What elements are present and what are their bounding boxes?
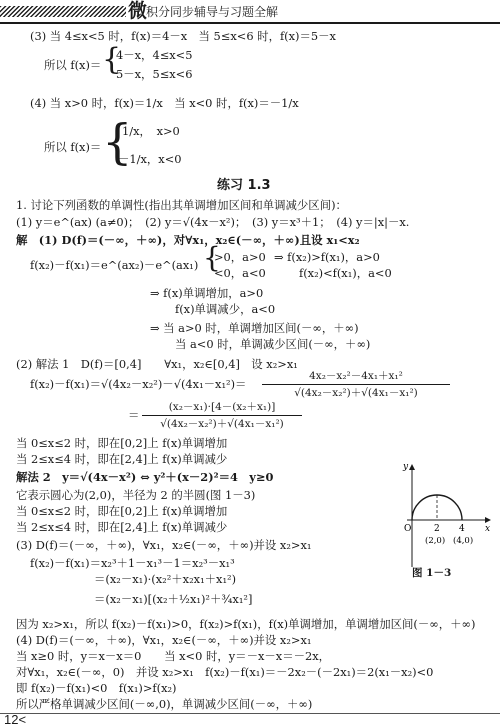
case-line: －1/x，x<0 xyxy=(118,152,182,166)
fraction-numerator: 4x₂－x₂²－4x₁＋x₁² xyxy=(309,370,403,382)
equation-line: f(x₂)－f(x₁)＝√(4x₂－x₂²)－√(4x₁－x₁²)＝ xyxy=(30,377,247,391)
left-brace-icon: { xyxy=(102,42,122,77)
tick-label: 2 xyxy=(434,524,440,534)
text-line: 因为 x₂>x₁，所以 f(x₂)－f(x₁)>0，f(x₂)>f(x₁)，f(x)单调增加，单调增加区间(－∞，＋∞) xyxy=(16,617,476,631)
text-line: 它表示圆心为(2,0)，半径为 2 的半圆(图 1－3) xyxy=(16,488,256,502)
solution-line: 解法 2 y＝√(4x－x²) ⇔ y²＋(x－2)²＝4 y≥0 xyxy=(16,470,274,484)
left-brace-icon: { xyxy=(102,114,133,170)
case-line: <0，a<0 xyxy=(214,266,266,280)
page-number: 12 xyxy=(4,712,19,727)
equation-line: f(x₂)－f(x₁)＝x₂³＋1－x₁³－1＝x₂³－x₁³ xyxy=(30,556,235,570)
text-line: (4) D(f)＝(－∞，＋∞)，∀x₁，x₂∈(－∞，＋∞)并设 x₂>x₁ xyxy=(16,633,312,647)
case-line: f(x₂)<f(x₁)，a<0 xyxy=(299,266,392,280)
equation-line: ＝(x₂－x₁)·(x₂²＋x₂x₁＋x₁²) xyxy=(94,572,237,586)
y-axis-label: y xyxy=(403,462,409,472)
header-rule xyxy=(0,22,500,24)
page-footer xyxy=(4,712,26,727)
text-line: (4) 当 x>0 时，f(x)＝1/x 当 x<0 时，f(x)＝－1/x xyxy=(30,96,299,110)
semicircle-figure xyxy=(395,455,495,573)
case-line: 1/x， x>0 xyxy=(122,124,180,138)
origin-label: O xyxy=(404,524,412,534)
text-line: (3) D(f)＝(－∞，＋∞)，∀x₁，x₂∈(－∞，＋∞)并设 x₂>x₁ xyxy=(16,538,312,552)
text-line: 当 0≤x≤2 时，即在[0,2]上 f(x)单调增加 xyxy=(16,436,228,450)
equals-sign: ＝ xyxy=(128,408,140,422)
page-header xyxy=(0,0,500,28)
book-title: 积分同步辅导与习题全解 xyxy=(146,5,279,19)
case-line: 当 a<0 时，单调减少区间(－∞，＋∞) xyxy=(175,337,371,351)
problem-statement: 1. 讨论下列函数的单调性(指出其单调增加区间和单调减少区间)： xyxy=(16,198,347,212)
section-title: 练习 1.3 xyxy=(217,178,271,193)
point-label: (2,0) xyxy=(425,536,446,546)
case-line: 5－x，5≤x<6 xyxy=(116,67,193,81)
case-line: ⇒ f(x₂)>f(x₁)，a>0 xyxy=(274,250,380,264)
text-line: 当 x≥0 时，y＝x－x＝0 当 x<0 时，y＝－x－x＝－2x， xyxy=(16,649,331,663)
text-line: 当 0≤x≤2 时，即在[0,2]上 f(x)单调增加 xyxy=(16,504,228,518)
footer-rule xyxy=(0,713,500,714)
text-line: 即 f(x₂)－f(x₁)<0 f(x₁)>f(x₂) xyxy=(16,681,177,695)
text-line: 对∀x₁，x₂∈(－∞，0) 并设 x₂>x₁ f(x₂)－f(x₁)＝－2x₂－(－2x₁)＝2(x₁－x₂)<0 xyxy=(16,665,434,679)
text-line: 当 2≤x≤4 时，即在[2,4]上 f(x)单调减少 xyxy=(16,452,228,466)
fraction-bar xyxy=(262,384,450,385)
fraction-denominator: √(4x₂－x₂²)＋√(4x₁－x₁²) xyxy=(294,387,418,399)
hatch-pattern-icon xyxy=(0,6,126,17)
case-line: f(x)单调减少，a<0 xyxy=(175,302,276,316)
fraction-numerator: (x₂－x₁)·[4－(x₂＋x₁)] xyxy=(168,401,276,413)
case-line: >0，a>0 xyxy=(214,250,266,264)
case-line: 4－x，4≤x<5 xyxy=(116,48,193,62)
solution-line: (2) 解法 1 D(f)＝[0,4] ∀x₁，x₂∈[0,4] 设 x₂>x₁ xyxy=(16,357,298,371)
text-line: (3) 当 4≤x<5 时，f(x)＝4－x 当 5≤x<6 时，f(x)＝5－x xyxy=(30,29,336,43)
left-brace-icon: { xyxy=(203,241,221,274)
text-line: 所以 f(x)＝ xyxy=(44,140,102,154)
x-axis-label: x xyxy=(485,524,491,534)
tick-label: 4 xyxy=(459,524,465,534)
solution-line: 解 (1) D(f)＝(－∞，＋∞)，对∀x₁，x₂∈(－∞，＋∞)且设 x₁<x₂ xyxy=(16,233,360,247)
problem-parts: (1) y＝e^(ax) (a≠0)； (2) y＝√(4x－x²)； (3) y＝x³＋1； (4) y＝|x|－x. xyxy=(16,215,410,229)
book-title-initial: 微 xyxy=(128,0,148,22)
case-line: ⇒ 当 a>0 时，单调增加区间(－∞，＋∞) xyxy=(150,321,359,335)
figure-caption: 图 1－3 xyxy=(412,567,452,579)
equation-line: ＝(x₂－x₁)[(x₂＋½x₁)²＋¾x₁²] xyxy=(94,592,253,606)
text-line: 所以 f(x)＝ xyxy=(44,58,102,72)
text-line: 当 2≤x≤4 时，即在[2,4]上 f(x)单调减少 xyxy=(16,520,228,534)
fraction-bar xyxy=(142,415,302,416)
fraction-denominator: √(4x₂－x₂²)＋√(4x₁－x₁²) xyxy=(160,418,284,430)
case-line: ⇒ f(x)单调增加，a>0 xyxy=(150,286,264,300)
point-label: (4,0) xyxy=(453,536,474,546)
page-marker: < xyxy=(18,712,27,727)
equation-line: f(x₂)－f(x₁)＝e^(ax₂)－e^(ax₁) xyxy=(30,258,199,272)
text-line: 所以严格单调减少区间(－∞,0)，单调减少区间(－∞，＋∞) xyxy=(16,697,313,711)
